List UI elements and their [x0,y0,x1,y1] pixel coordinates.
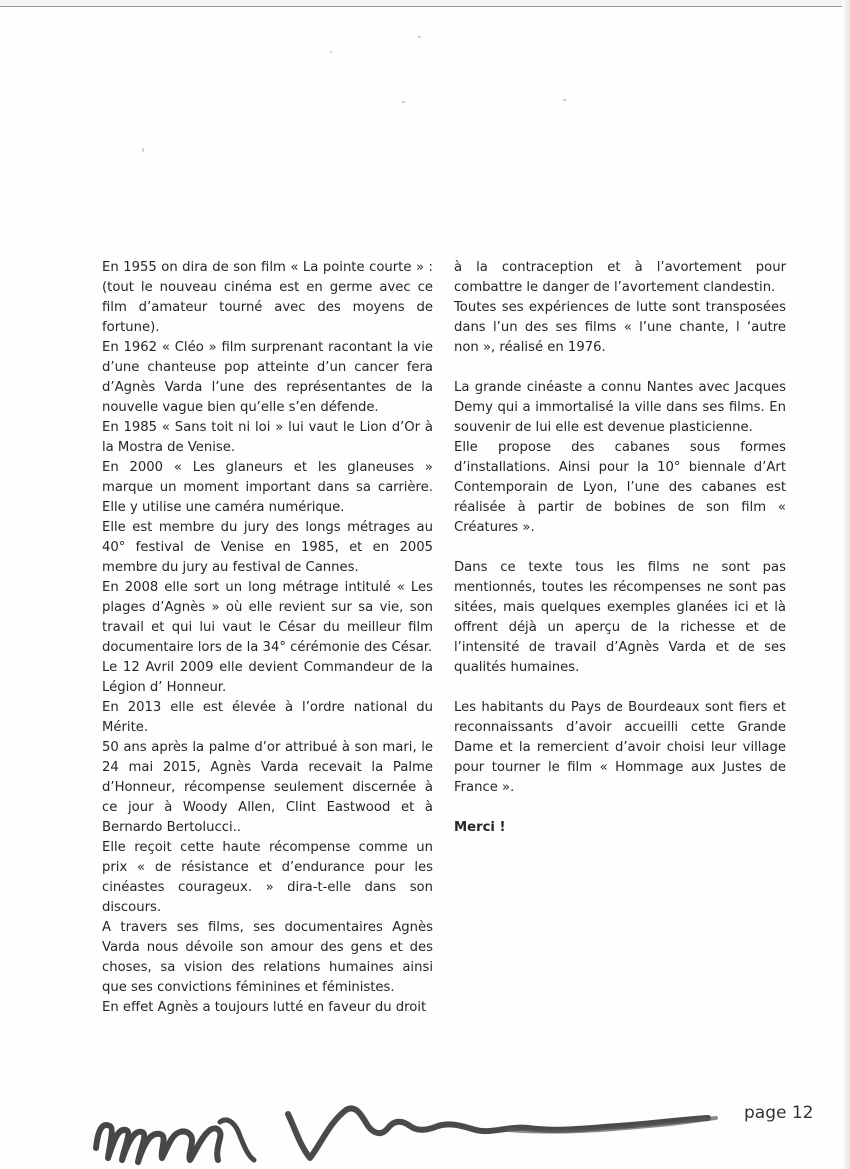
paragraph-1955: En 1955 on dira de son film « La pointe courte » : (tout le nouveau cinéma est en germe avec ce film d’amateur tourné avec des moyens de fortune). [102,260,433,335]
paragraph-cabanes: Elle propose des cabanes sous formes d’installations. Ainsi pour la 10° biennale d’Art Contemporain de Lyon, l’une des cabanes est réalisée à partir de bobines de son film « Créatures ». [454,440,786,535]
scan-speck [330,51,332,53]
page-number: page 12 [744,1103,814,1123]
right-text-column [454,258,786,838]
scan-speck [142,148,144,152]
left-text-column [102,258,433,1018]
paragraph-experiences: Toutes ses expériences de lutte sont transposées dans l’un des ses films « l’une chante, l ‘autre non », réalisé en 1976. [454,300,786,355]
paragraph-2013: En 2013 elle est élevée à l’ordre national du Mérite. [102,700,433,735]
paragraph-1962: En 1962 « Cléo » film surprenant racontant la vie d’une chanteuse pop atteinte d’un cancer fera d’Agnès Varda l’une des représentantes de la nouvelle vague bien qu’elle s’en défende. [102,340,433,415]
paragraph-2015: 50 ans après la palme d’or attribué à son mari, le 24 mai 2015, Agnès Varda recevait la Palme d’Honneur, récompense seulement discernée à ce jour à Woody Allen, Clint Eastwood et à Bernardo Bertolucci.. [102,740,433,835]
paragraph-spacer [454,358,786,378]
scan-speck [402,101,405,103]
paragraph-films: A travers ses films, ses documentaires Agnès Varda nous dévoile son amour des gens et des choses, sa vision des relations humaines ainsi que ses convictions féminines et féministes. [102,920,433,995]
paragraph-nantes: La grande cinéaste a connu Nantes avec Jacques Demy qui a immortalisé la ville dans ses films. En souvenir de lui elle est devenue plasticienne. [454,380,786,435]
paragraph-lutte: En effet Agnès a toujours lutté en faveur du droit [102,1000,427,1015]
scan-speck [563,99,566,101]
paragraph-spacer [454,538,786,558]
paragraph-spacer [454,678,786,698]
paragraph-prix: Elle reçoit cette haute récompense comme un prix « de résistance et d’endurance pour les cinéastes courageux. » dira-t-elle dans son discours. [102,840,433,915]
paragraph-contraception: à la contraception et à l’avortement pour combattre le danger de l’avortement clandestin. [454,260,786,295]
paragraph-1985: En 1985 « Sans toit ni loi » lui vaut le Lion d’Or à la Mostra de Venise. [102,420,433,455]
scan-speck [418,36,421,38]
page-top-edge [0,0,850,7]
paragraph-jury: Elle est membre du jury des longs métrages au 40° festival de Venise en 1985, et en 2005 membre du jury au festival de Cannes. [102,520,433,575]
closing-thanks: Merci ! [454,820,506,835]
paragraph-2009: Le 12 Avril 2009 elle devient Commandeur de la Légion d’ Honneur. [102,660,433,695]
page-right-edge [842,0,850,1169]
paragraph-mention: Dans ce texte tous les films ne sont pas mentionnés, toutes les récompenses ne sont pas sitées, mais quelques exemples glanées ici et là offrent déjà un aperçu de la richesse et de l’intensité de travail d’Agnès Varda et de ses qualités humaines. [454,560,786,675]
signature-icon [88,1070,728,1166]
paragraph-2008: En 2008 elle sort un long métrage intitulé « Les plages d’Agnès » où elle revient sur sa vie, son travail et qui lui vaut le César du meilleur film documentaire lors de la 34° cérémonie des César. [102,580,433,655]
paragraph-2000: En 2000 « Les glaneurs et les glaneuses » marque un moment important dans sa carrière. Elle y utilise une caméra numérique. [102,460,433,515]
paragraph-spacer [454,798,786,818]
paragraph-habitants: Les habitants du Pays de Bourdeaux sont fiers et reconnaissants d’avoir accueilli cette Grande Dame et la remercient d’avoir choisi leur village pour tourner le film « Hommage aux Justes de France ». [454,700,786,795]
